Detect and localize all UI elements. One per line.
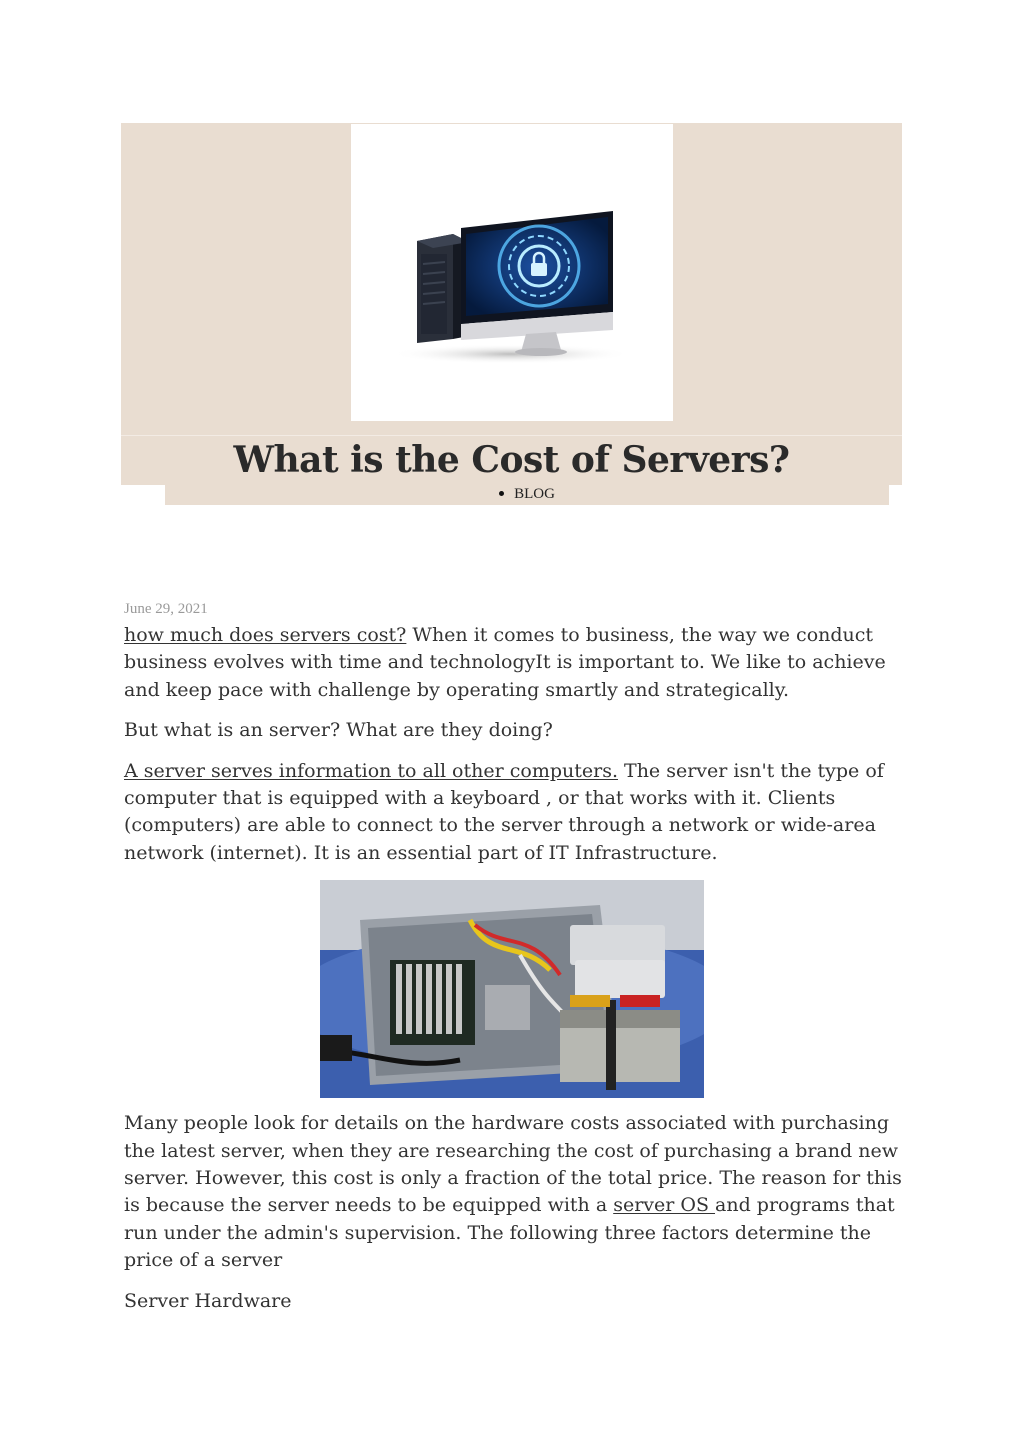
question-paragraph: But what is an server? What are they doing? — [124, 719, 553, 742]
header-divider — [121, 435, 902, 436]
post-date: June 29, 2021 — [124, 601, 208, 617]
inline-image — [320, 880, 704, 1098]
cost-text-2: and programs that run under the admin's supervision. The following three factors determine the price of a server — [124, 1194, 895, 1272]
category-bar — [165, 485, 889, 505]
server-os-link[interactable]: server OS — [613, 1194, 716, 1217]
page-title: What is the Cost of Servers? — [233, 439, 790, 481]
inline-image-container — [124, 880, 899, 1098]
post-content — [124, 622, 914, 1328]
definition-paragraph — [124, 758, 914, 868]
hero-image — [351, 124, 673, 421]
server-hardware-photo — [320, 880, 704, 1098]
category-label[interactable]: BLOG — [514, 486, 555, 502]
definition-text: The server isn't the type of computer that is equipped with a keyboard , or that works with it. Clients (computers) are able to connect to the server through a network or wide-area network (internet). It is an essential part of IT Infrastructure. — [124, 759, 884, 864]
server-monitor-illustration — [351, 124, 673, 421]
category-item[interactable] — [165, 486, 889, 503]
post-header — [121, 123, 902, 485]
server-definition-link[interactable]: A server serves information to all other computers. — [124, 759, 618, 782]
bullet-icon — [499, 491, 504, 496]
intro-text: When it comes to business, the way we conduct business evolves with time and technologyIt is important to. We like to achieve and keep pace with challenge by operating smartly and strategically. — [124, 624, 886, 701]
servers-cost-link[interactable]: how much does servers cost? — [124, 624, 407, 646]
cost-text-1: Many people look for details on the hardware costs associated with purchasing the latest server, when they are researching the cost of purchasing a brand new server. However, this cost is only a fraction of the total price. The reason for this is because the server needs to be equipped with a — [124, 1112, 902, 1217]
section-heading: Server Hardware — [124, 1289, 292, 1312]
intro-paragraph — [124, 622, 914, 704]
cost-paragraph — [124, 1110, 914, 1274]
